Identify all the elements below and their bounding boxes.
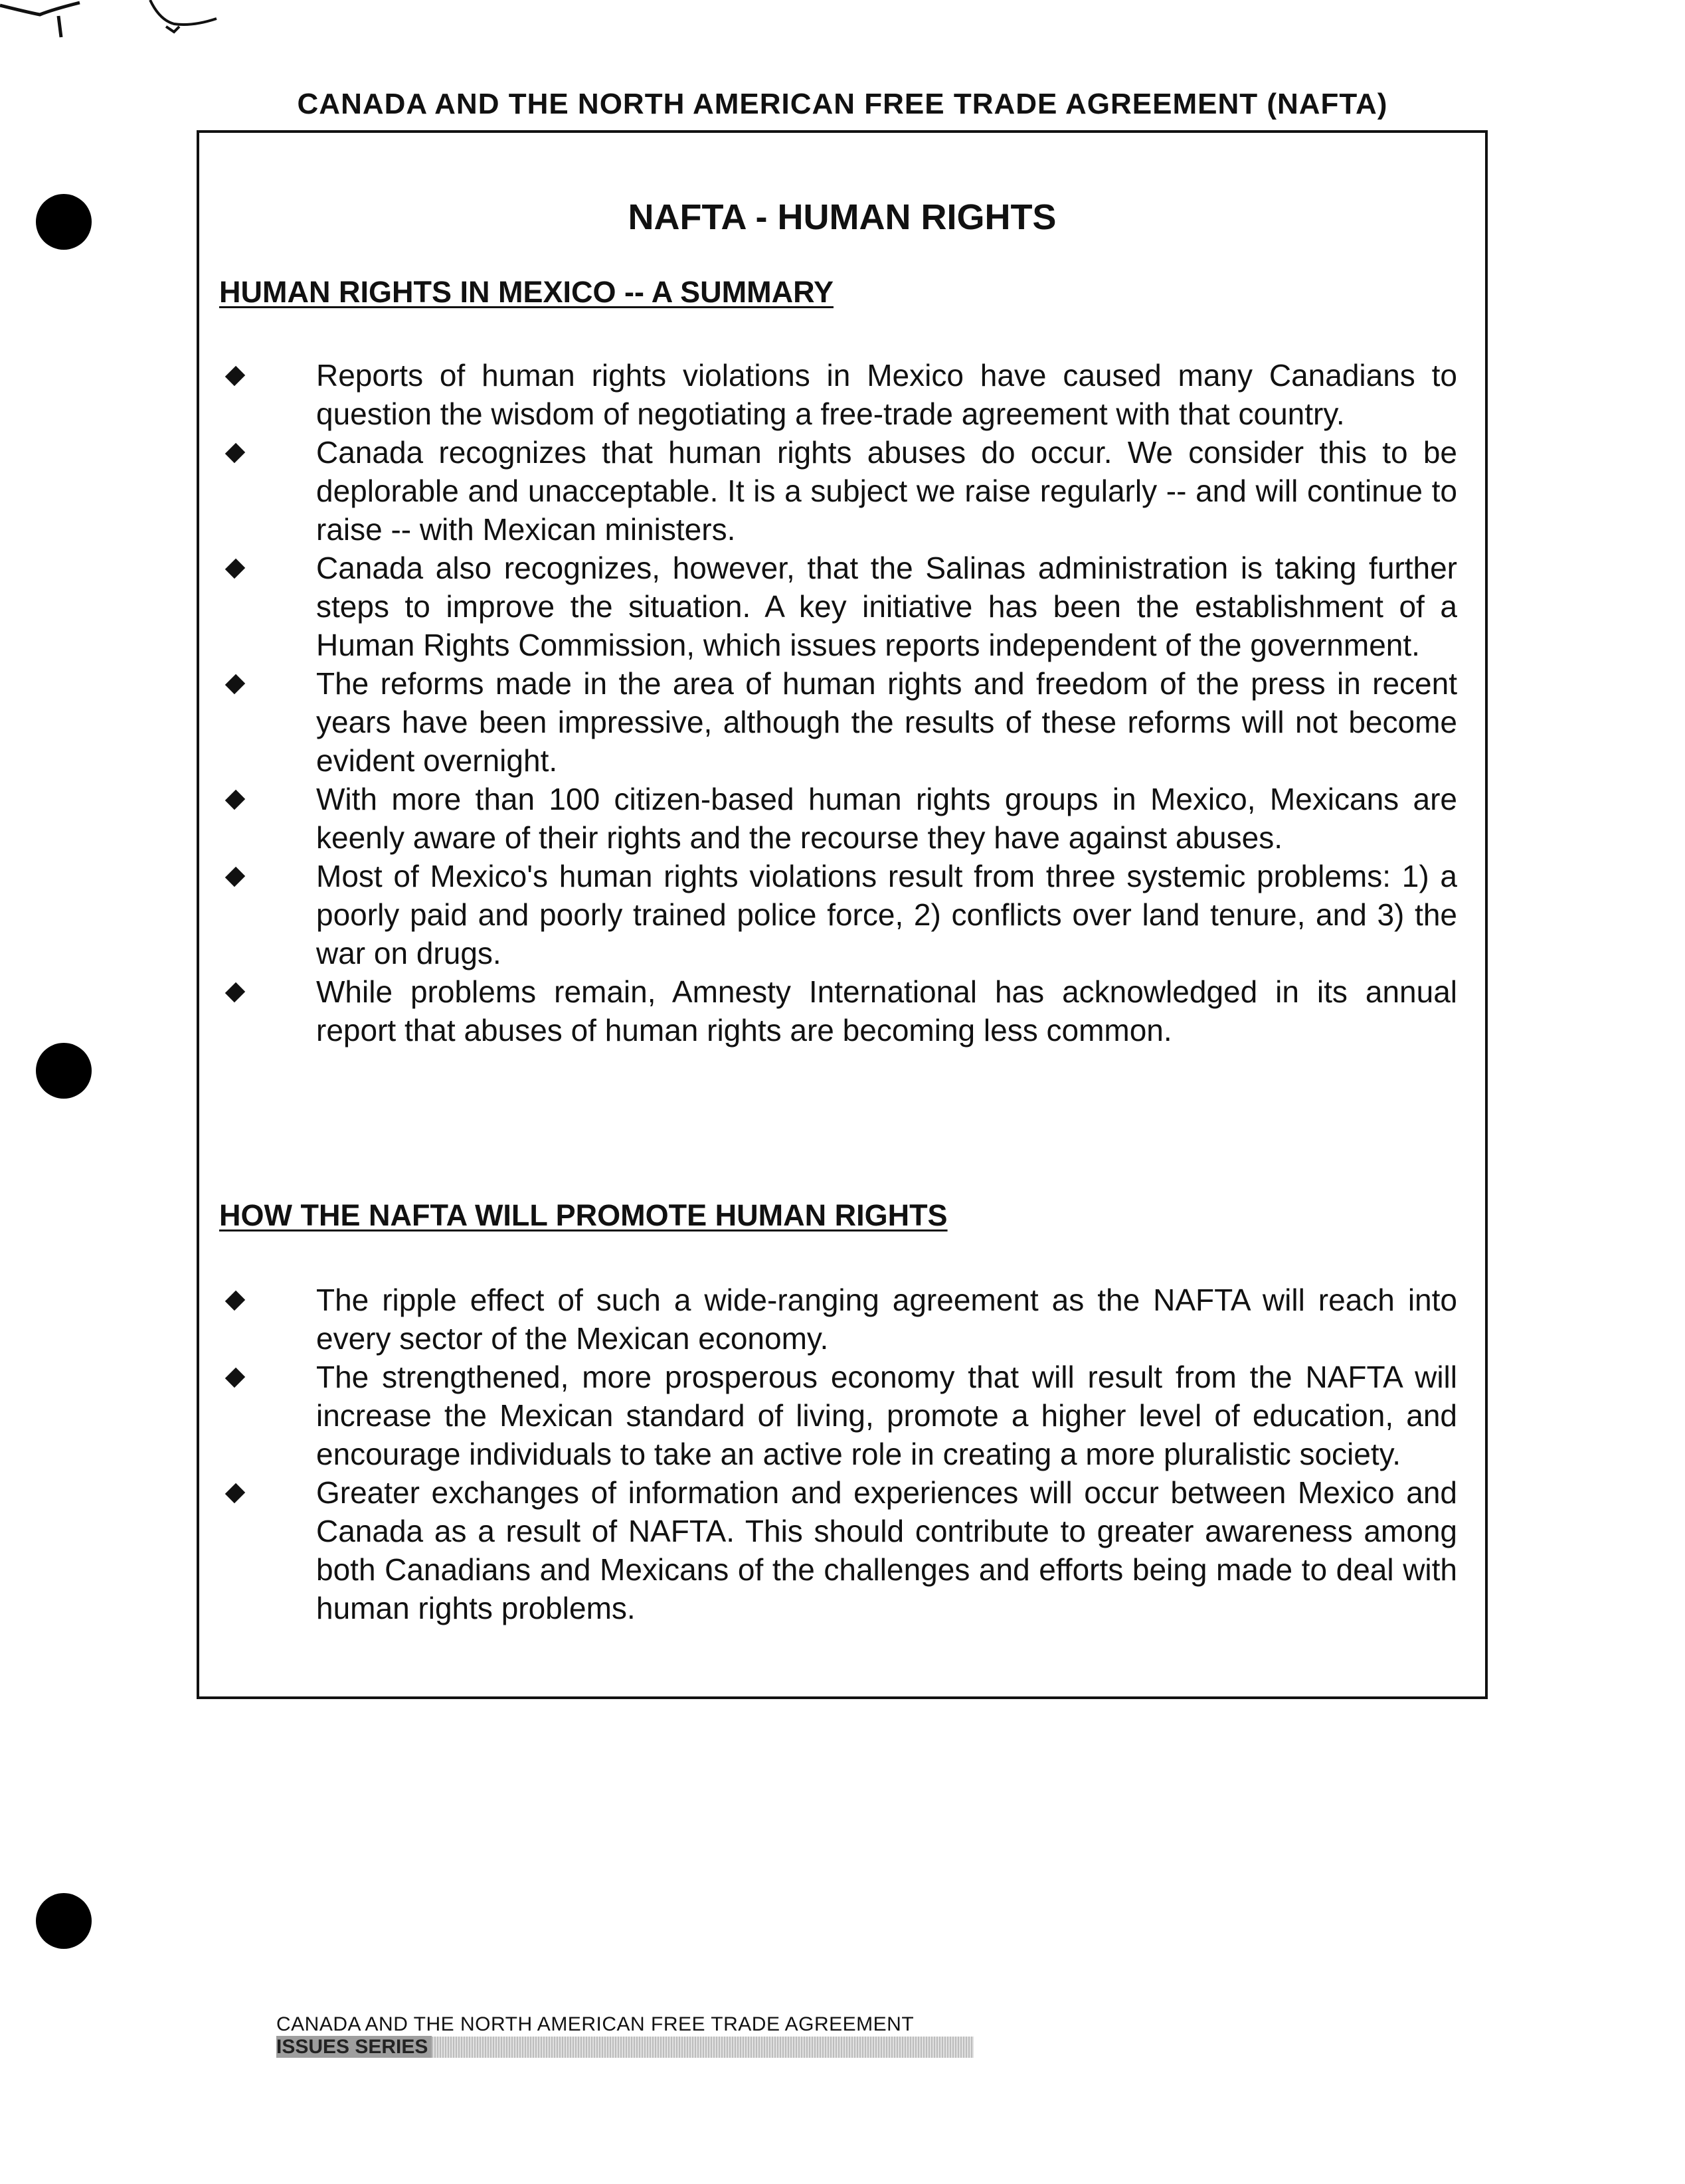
diamond-bullet-icon [225, 674, 245, 694]
diamond-bullet-icon [225, 1483, 245, 1503]
box-title: NAFTA - HUMAN RIGHTS [628, 197, 1057, 237]
section-heading-summary: HUMAN RIGHTS IN MEXICO -- A SUMMARY [219, 275, 834, 309]
diamond-bullet-icon [225, 559, 245, 579]
punch-hole [36, 1893, 92, 1949]
content-box [197, 130, 1488, 1699]
diamond-bullet-icon [225, 982, 245, 1002]
list-item: Most of Mexico's human rights violations result from three systemic problems: 1) a poorly paid and poorly trained police force, 2) conflicts over land tenure, and 3) the war on drugs. [219, 857, 1457, 972]
footer-title: CANADA AND THE NORTH AMERICAN FREE TRADE AGREEMENT [276, 2013, 915, 2035]
punch-hole [36, 1043, 92, 1099]
diamond-bullet-icon [225, 1291, 245, 1311]
footer-series-bar [276, 2037, 974, 2058]
list-item: The ripple effect of such a wide-ranging agreement as the NAFTA will reach into every sector of the Mexican economy. [219, 1281, 1457, 1358]
list-item: Canada also recognizes, however, that the Salinas administration is taking further steps to improve the situation. A key initiative has been the establishment of a Human Rights Commission, which issues reports independent of the government. [219, 549, 1457, 664]
list-item: With more than 100 citizen-based human rights groups in Mexico, Mexicans are keenly aware of their rights and the recourse they have against abuses. [219, 780, 1457, 857]
document-header: CANADA AND THE NORTH AMERICAN FREE TRADE AGREEMENT (NAFTA) [297, 88, 1388, 120]
punch-hole [36, 194, 92, 250]
list-item: While problems remain, Amnesty International has acknowledged in its annual report that abuses of human rights are becoming less common. [219, 972, 1457, 1049]
diamond-bullet-icon [225, 867, 245, 887]
scan-artifact [0, 0, 239, 46]
summary-bullet-list [219, 356, 1457, 1049]
list-item: Canada recognizes that human rights abuses do occur. We consider this to be deplorable and unacceptable. It is a subject we raise regularly -- and will continue to raise -- with Mexican ministers. [219, 433, 1457, 549]
diamond-bullet-icon [225, 443, 245, 463]
diamond-bullet-icon [225, 366, 245, 386]
footer [276, 2013, 974, 2058]
footer-series-label: ISSUES SERIES [276, 2036, 432, 2058]
section-heading-promote: HOW THE NAFTA WILL PROMOTE HUMAN RIGHTS [219, 1198, 948, 1232]
list-item: The reforms made in the area of human rights and freedom of the press in recent years have been impressive, although the results of these reforms will not become evident overnight. [219, 664, 1457, 780]
list-item: Reports of human rights violations in Mexico have caused many Canadians to question the wisdom of negotiating a free-trade agreement with that country. [219, 356, 1457, 433]
diamond-bullet-icon [225, 790, 245, 810]
list-item: Greater exchanges of information and experiences will occur between Mexico and Canada as a result of NAFTA. This should contribute to greater awareness among both Canadians and Mexicans of the challenges and efforts being made to deal with human rights problems. [219, 1473, 1457, 1627]
diamond-bullet-icon [225, 1368, 245, 1388]
promote-bullet-list [219, 1281, 1457, 1627]
list-item: The strengthened, more prosperous economy that will result from the NAFTA will increase the Mexican standard of living, promote a higher level of education, and encourage individuals to take an active role in creating a more pluralistic society. [219, 1358, 1457, 1473]
